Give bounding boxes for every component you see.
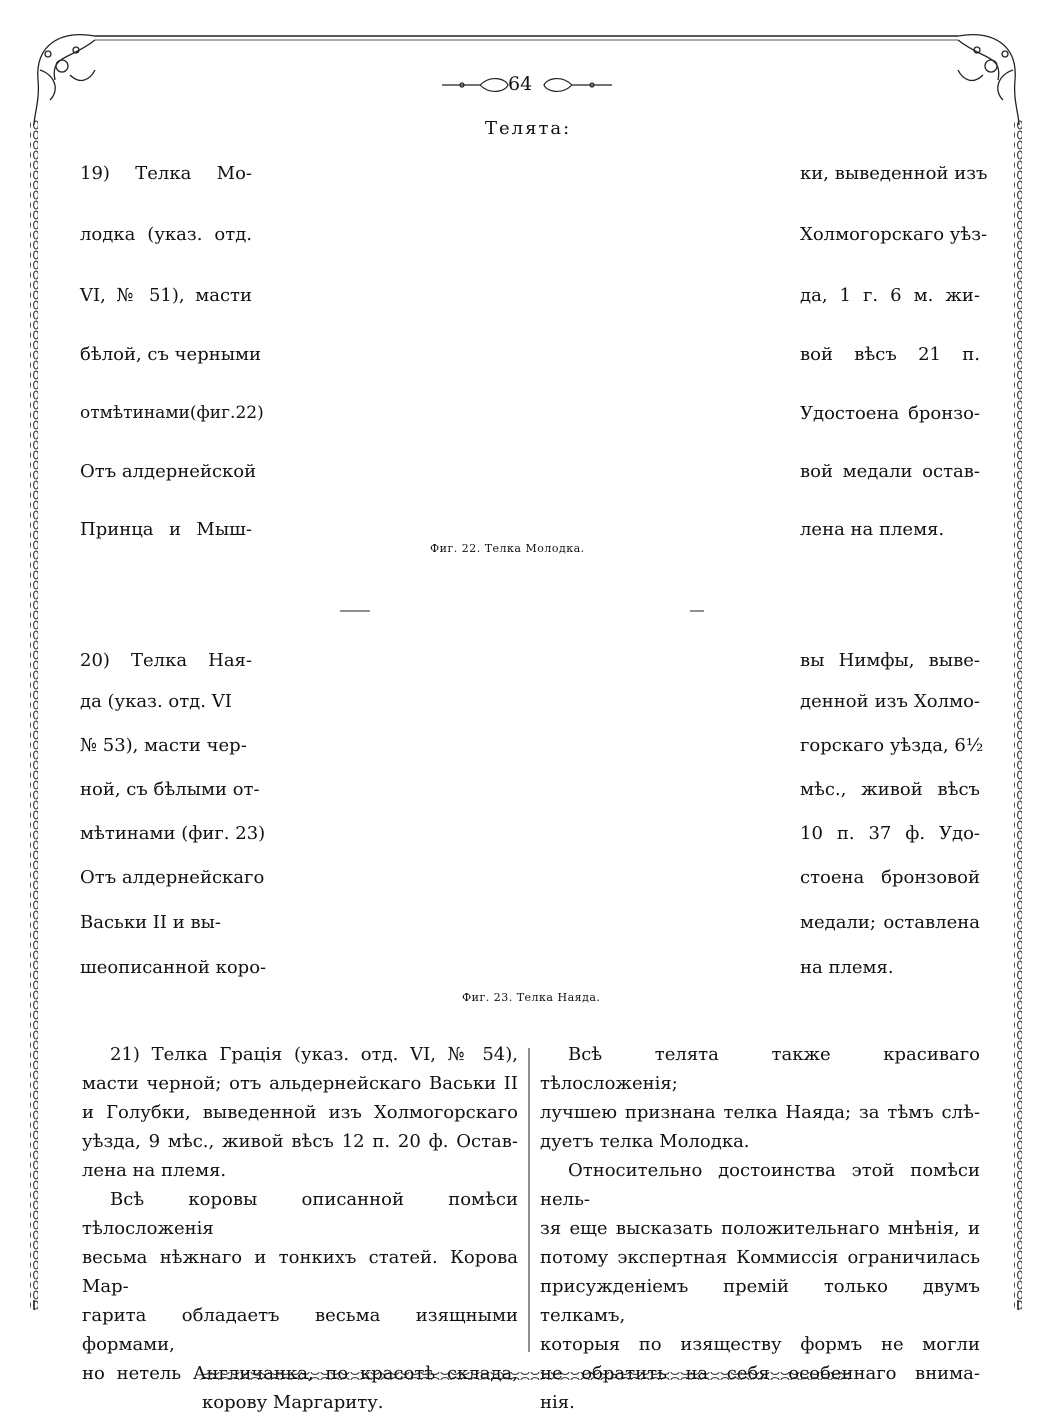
left-text-column bbox=[82, 1040, 518, 1417]
left-p2-line-3: гарита обладаетъ весьма изящными формами, bbox=[82, 1305, 518, 1355]
figure-22-caption: Фиг. 22. Телка Молодка. bbox=[430, 542, 585, 555]
entry20-right-line-7: медали; оставлена bbox=[800, 912, 980, 933]
entry19-right-line-5: Удостоена бронзо- bbox=[800, 403, 980, 424]
entry19-right-line-4: вой вѣсъ 21 п. bbox=[800, 344, 980, 365]
top-left-ornament bbox=[34, 35, 95, 125]
right-p1-line-2: лучшею признана телка Наяда; за тѣмъ слѣ- bbox=[540, 1102, 980, 1123]
left-p1-line-3: и Голубки, выведенной изъ Холмогорскаго bbox=[82, 1102, 518, 1123]
entry20-right-line-6: стоена бронзовой bbox=[800, 867, 980, 888]
left-p1-line-1: 21) Телка Грація (указ. отд. VI, № 54), bbox=[110, 1044, 518, 1065]
right-p2-line-3: потому экспертная Коммиссія ограничилась bbox=[540, 1247, 980, 1268]
entry19-left-line-4: бѣлой, съ черными bbox=[80, 344, 262, 365]
top-right-ornament bbox=[958, 35, 1019, 125]
page-number: 64 bbox=[508, 73, 533, 95]
entry20-left-line-3: № 53), масти чер- bbox=[80, 735, 247, 756]
entry19-right-line-7: лена на племя. bbox=[800, 519, 945, 540]
entry19-right-line-2: Холмогорскаго уѣз- bbox=[800, 224, 988, 245]
entry20-left-line-4: ной, съ бѣлыми от- bbox=[80, 779, 260, 800]
right-p2-line-1: Относительно достоинства этой помѣси нель- bbox=[540, 1160, 980, 1210]
entry20-left-line-7: Васьки II и вы- bbox=[80, 912, 222, 933]
entry20-left-line-5: мѣтинами (фиг. 23) bbox=[80, 823, 266, 844]
entry20-left-line-1: 20) Телка Ная- bbox=[80, 650, 252, 671]
entry19-left-line-6: Отъ алдернейской bbox=[80, 461, 257, 482]
left-p1-line-5: лена на племя. bbox=[82, 1160, 227, 1181]
entry19-left-line-2: лодка (указ. отд. bbox=[80, 224, 252, 245]
entry20-right-line-4: мѣс., живой вѣсъ bbox=[800, 779, 980, 800]
entry19-left-line-5: отмѣтинами(фиг.22) bbox=[80, 403, 264, 423]
right-text-column bbox=[540, 1040, 980, 1417]
entry20-left-line-6: Отъ алдернейскаго bbox=[80, 867, 265, 888]
figure-23-caption: Фиг. 23. Телка Наяда. bbox=[462, 991, 601, 1004]
left-p2-line-2: весьма нѣжнаго и тонкихъ статей. Корова Мар- bbox=[82, 1247, 518, 1297]
right-p2-line-5: которыя по изяществу формъ не могли bbox=[540, 1334, 980, 1355]
entry19-right-line-3: да, 1 г. 6 м. жи- bbox=[800, 285, 980, 306]
right-p1-line-1: Всѣ телята также красиваго тѣлосложенія; bbox=[540, 1044, 980, 1094]
left-p1-line-4: уѣзда, 9 мѣс., живой вѣсъ 12 п. 20 ф. Остав- bbox=[82, 1131, 518, 1152]
entry20-right-line-5: 10 п. 37 ф. Удо- bbox=[800, 823, 980, 844]
left-chain-border bbox=[30, 120, 38, 1310]
right-chain-border bbox=[1014, 120, 1022, 1310]
section-title: Телята: bbox=[485, 118, 572, 139]
entry19-left-line-3: VI, № 51), масти bbox=[80, 285, 252, 306]
entry19-left-line-1: 19) Телка Мо- bbox=[80, 163, 252, 184]
left-p2-line-5: корову Маргариту. bbox=[202, 1392, 384, 1413]
right-p1-line-3: дуетъ телка Молодка. bbox=[540, 1131, 750, 1152]
left-p2-line-1: Всѣ коровы описанной помѣси тѣлосложенія bbox=[82, 1189, 518, 1239]
left-p2-line-4: но нетель Англичанка, по красотѣ склада, bbox=[82, 1363, 518, 1384]
right-p2-line-7: нія. bbox=[540, 1392, 575, 1413]
entry20-right-line-3: горскаго уѣзда, 6½ bbox=[800, 735, 984, 756]
entry20-right-line-2: денной изъ Холмо- bbox=[800, 691, 980, 712]
entry19-left-line-7: Принца и Мыш- bbox=[80, 519, 252, 540]
left-p1-line-2: масти черной; отъ альдернейскаго Васьки II bbox=[82, 1073, 518, 1094]
entry20-left-line-8: шеописанной коро- bbox=[80, 957, 267, 978]
right-p2-line-4: присужденіемъ премій только двумъ телкамъ, bbox=[540, 1276, 980, 1326]
right-p2-line-6: не обратить на себя особеннаго внима- bbox=[540, 1363, 980, 1384]
entry20-right-line-8: на племя. bbox=[800, 957, 894, 978]
entry19-right-line-6: вой медали остав- bbox=[800, 461, 980, 482]
entry20-left-line-2: да (указ. отд. VI bbox=[80, 691, 232, 712]
entry20-right-line-1: вы Нимфы, выве- bbox=[800, 650, 980, 671]
right-p2-line-2: зя еще высказать положительнаго мнѣнія, и bbox=[540, 1218, 980, 1239]
entry19-right-line-1: ки, выведенной изъ bbox=[800, 163, 988, 184]
